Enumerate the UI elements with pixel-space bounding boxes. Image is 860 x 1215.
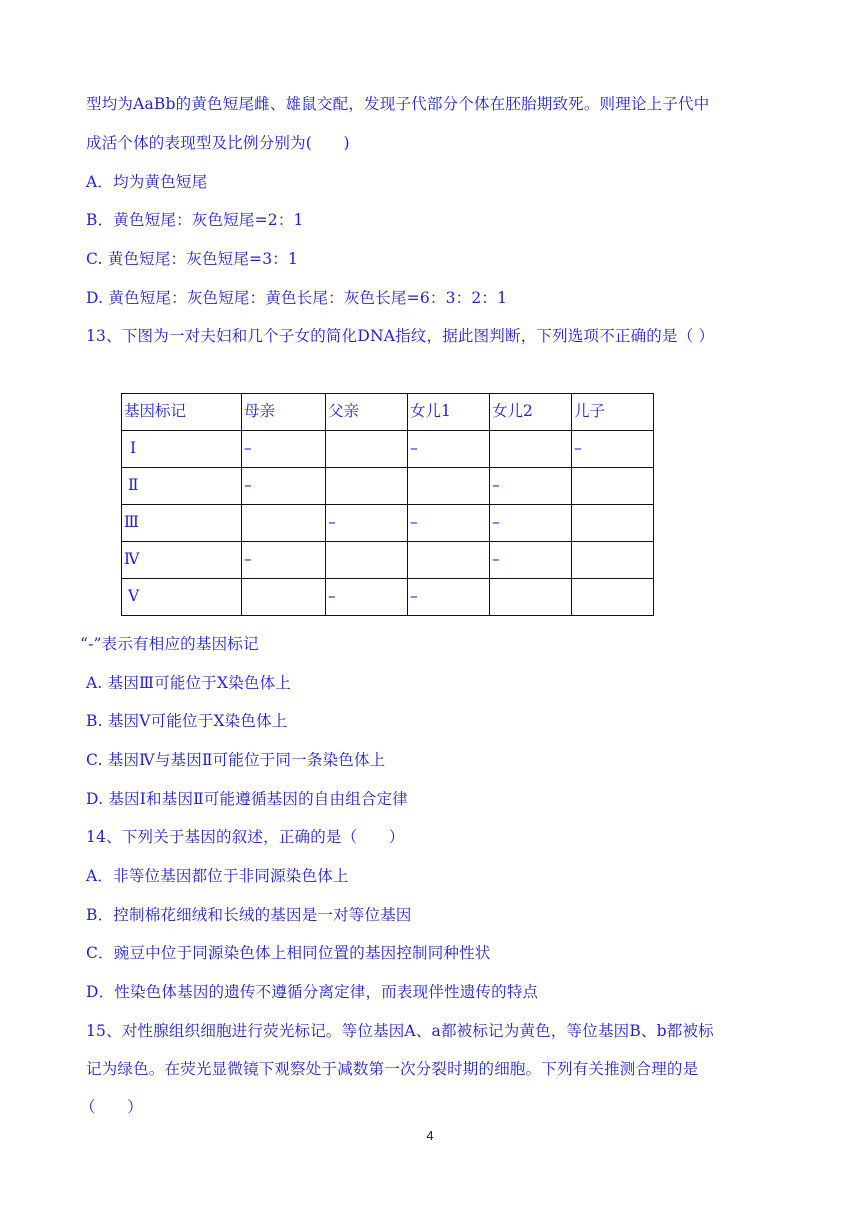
table-header-cell: 父亲 [326, 394, 408, 431]
q12-option-a: A．均为黄色短尾 [86, 173, 208, 191]
table-header-row [122, 394, 654, 431]
q13-option-b: B. 基因Ⅴ可能位于X染色体上 [86, 712, 288, 730]
table-row [122, 468, 654, 505]
gene-marker-label: Ⅴ [122, 579, 242, 616]
q13-option-d: D. 基因Ⅰ和基因Ⅱ可能遵循基因的自由组合定律 [86, 790, 408, 808]
table-cell: – [490, 542, 572, 579]
gene-marker-label: Ⅲ [122, 505, 242, 542]
table-row [122, 579, 654, 616]
table-header-cell: 女儿1 [408, 394, 490, 431]
q14-option-d: D．性染色体基因的遗传不遵循分离定律，而表现伴性遗传的特点 [86, 983, 539, 1001]
q12-stem-line2: 成活个体的表现型及比例分别为( ) [86, 134, 350, 152]
table-cell: – [242, 431, 326, 468]
q12-option-b: B．黄色短尾：灰色短尾=2：1 [86, 211, 304, 229]
table-cell [572, 542, 654, 579]
table-cell [572, 468, 654, 505]
table-cell: – [242, 468, 326, 505]
dna-fingerprint-table [121, 393, 654, 616]
table-cell [572, 505, 654, 542]
q15-stem-line1: 15、对性腺组织细胞进行荧光标记。等位基因A、a都被标记为黄色，等位基因B、b都被标 [86, 1022, 714, 1040]
table-cell: – [242, 542, 326, 579]
table-row [122, 431, 654, 468]
table-header-cell: 母亲 [242, 394, 326, 431]
table-cell [490, 431, 572, 468]
table-cell [490, 579, 572, 616]
q13-stem: 13、下图为一对夫妇和几个子女的简化DNA指纹，据此图判断，下列选项不正确的是（ ） [86, 327, 715, 345]
table-cell: – [408, 579, 490, 616]
table-cell [408, 542, 490, 579]
q14-stem: 14、下列关于基因的叙述，正确的是（ ） [86, 828, 405, 846]
table-cell [326, 542, 408, 579]
table-cell: – [408, 505, 490, 542]
table-header-cell: 女儿2 [490, 394, 572, 431]
table-cell: – [490, 468, 572, 505]
q12-option-d: D. 黄色短尾：灰色短尾：黄色长尾：灰色长尾=6：3：2：1 [86, 289, 508, 307]
q14-option-b: B．控制棉花细绒和长绒的基因是一对等位基因 [86, 906, 412, 924]
table-row [122, 542, 654, 579]
gene-marker-label: Ⅱ [122, 468, 242, 505]
q12-stem-line1: 型均为AaBb的黄色短尾雌、雄鼠交配，发现子代部分个体在胚胎期致死。则理论上子代中 [86, 95, 710, 113]
table-cell: – [326, 505, 408, 542]
q13-option-a: A. 基因Ⅲ可能位于X染色体上 [86, 674, 292, 692]
table-cell: – [572, 431, 654, 468]
table-cell [572, 579, 654, 616]
q14-option-a: A．非等位基因都位于非同源染色体上 [86, 867, 349, 885]
table-cell [242, 579, 326, 616]
table-header-cell: 儿子 [572, 394, 654, 431]
table-cell: – [490, 505, 572, 542]
table-cell: – [326, 579, 408, 616]
q15-stem-line3: （ ） [80, 1098, 143, 1116]
table-cell [326, 468, 408, 505]
gene-marker-label: Ⅳ [122, 542, 242, 579]
q13-table-note: “-”表示有相应的基因标记 [80, 635, 259, 653]
q13-option-c: C. 基因Ⅳ与基因Ⅱ可能位于同一条染色体上 [86, 751, 386, 769]
table-header-cell: 基因标记 [122, 394, 242, 431]
table-cell [408, 468, 490, 505]
q14-option-c: C．豌豆中位于同源染色体上相同位置的基因控制同种性状 [86, 944, 491, 962]
gene-marker-label: Ⅰ [122, 431, 242, 468]
table-row [122, 505, 654, 542]
q12-option-c: C. 黄色短尾：灰色短尾=3：1 [86, 250, 299, 268]
table-cell: – [408, 431, 490, 468]
q15-stem-line2: 记为绿色。在荧光显微镜下观察处于减数第一次分裂时期的细胞。下列有关推测合理的是 [86, 1060, 699, 1078]
table-cell [242, 505, 326, 542]
page-number: 4 [426, 1128, 434, 1143]
table-cell [326, 431, 408, 468]
